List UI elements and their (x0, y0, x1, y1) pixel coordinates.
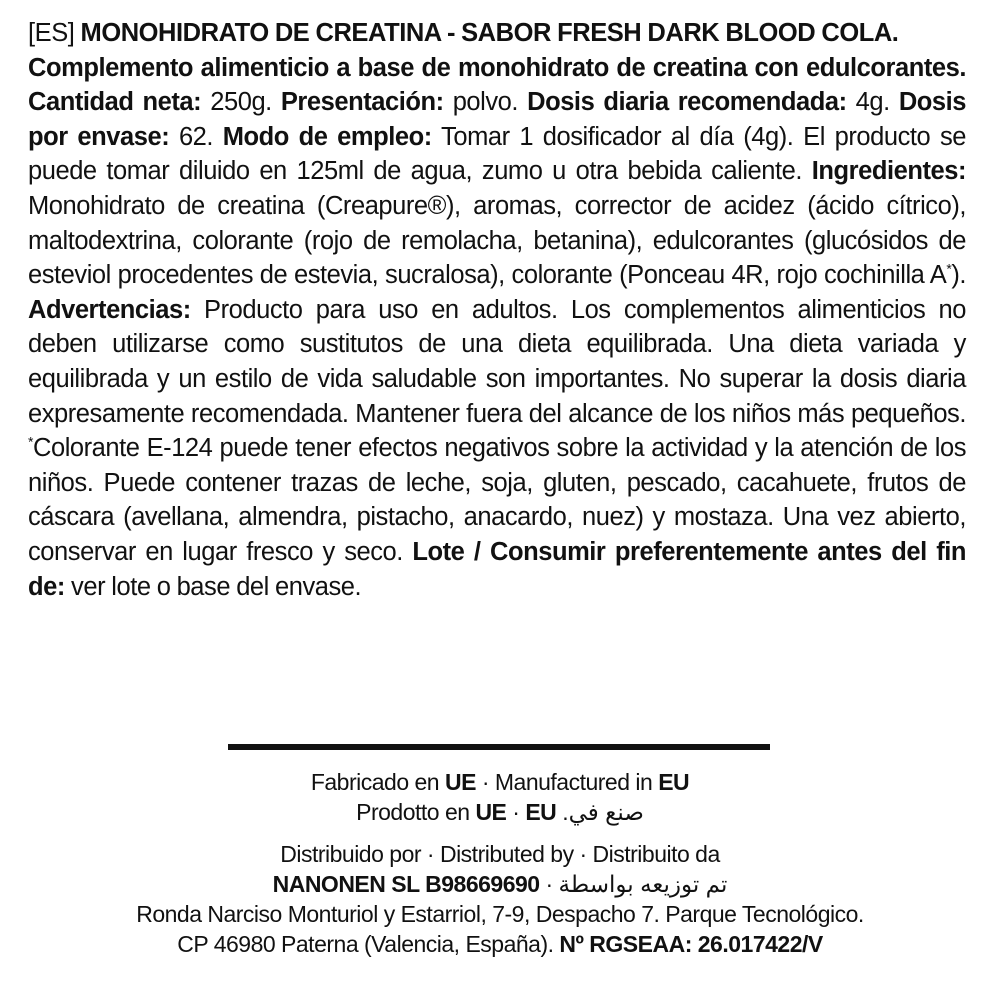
product-description: Complemento alimenticio a base de monohidrato de creatina con edulcorantes. (28, 53, 966, 82)
usage-text: Tomar 1 dosificador al día (4g). El producto se puede tomar diluido en 125ml de agua, zumo u otra bebida caliente. (28, 122, 966, 186)
daily-dose-label: Dosis diaria recomendada: (527, 88, 847, 117)
batch-text: ver lote o base del envase. (71, 572, 362, 601)
made-in-it: Prodotto en (356, 799, 470, 825)
distributed-arabic: تم توزيعه بواسطة (558, 871, 728, 897)
net-quantity-label: Cantidad neta: (28, 88, 202, 117)
label-body (28, 51, 966, 605)
made-in-ar-eu: EU (525, 799, 557, 825)
made-in-en-eu: EU (658, 769, 690, 795)
made-in-arabic: صنع في. (562, 799, 644, 825)
made-in-en: · Manufactured in (481, 769, 653, 795)
registry-number: Nº RGSEAA: 26.017422/V (559, 931, 823, 957)
presentation-label: Presentación: (280, 88, 444, 117)
ingredients-text: Monohidrato de creatina (Creapure®), aromas, corrector de acidez (ácido cítrico), maltodextrina, colorante (rojo de remolacha, betanina), edulcorantes (glucósidos de esteviol procedentes de estevia, sucralosa), colorante (Ponceau 4R, rojo cochinilla A (28, 191, 966, 290)
made-in-it-ue: UE (475, 799, 507, 825)
address-line-2 (0, 929, 1000, 959)
made-in-line-1 (0, 767, 1000, 797)
made-in-es: Fabricado en (310, 769, 440, 795)
distributed-by-line: Distribuido por · Distributed by · Distribuito da (280, 841, 720, 867)
company-line (0, 869, 1000, 899)
footer-gap (0, 827, 1000, 839)
address-postal: CP 46980 Paterna (Valencia, España). (177, 931, 554, 957)
product-title: MONOHIDRATO DE CREATINA - SABOR FRESH DARK BLOOD COLA. (80, 19, 899, 47)
daily-dose-value: 4g. (855, 88, 890, 117)
presentation-value: polvo. (452, 88, 519, 117)
company-separator: · (545, 871, 553, 897)
asterisk-mark: * (946, 260, 952, 277)
ingredients-label: Ingredientes: (811, 157, 966, 186)
batch-label: Lote / Consumir preferentemente antes del fin de: (28, 537, 966, 601)
address-line-1: Ronda Narciso Monturiol y Estarriol, 7-9, Despacho 7. Parque Tecnológico. (136, 901, 864, 927)
language-tag: [ES] (28, 19, 75, 47)
doses-per-pack-value: 62. (178, 122, 214, 151)
usage-label: Modo de empleo: (222, 122, 432, 151)
label-title-line (28, 16, 966, 51)
warnings-text: Producto para uso en adultos. Los complementos alimenticios no deben utilizarse como sustitutos de una dieta equilibrada. Una dieta variada y equilibrada y un estilo de vida saludable son importantes. No superar la dosis diaria expresamente recomendada. Mantener fuera del alcance de los niños más pequeños. (28, 295, 966, 428)
doses-per-pack-label: Dosis por envase: (28, 88, 967, 151)
made-in-line-2 (0, 797, 1000, 827)
colorant-warning-text: Colorante E-124 puede tener efectos negativos sobre la actividad y la atención de los niños. Puede contener trazas de leche, soja, gluten, pescado, cacahuete, frutos de cáscara (avellana, almendra, pistacho, anacardo, nuez) y mostaza. Una vez abierto, conservar en lugar fresco y seco. (28, 434, 966, 566)
company-name: NANONEN SL B98669690 (272, 871, 540, 897)
manufacturer-footer (0, 767, 1000, 959)
net-quantity-value: 250g. (210, 88, 272, 117)
asterisk-mark-2: * (28, 433, 33, 450)
warnings-label: Advertencias: (28, 295, 191, 324)
ingredients-text-end: ). (951, 261, 966, 290)
made-in-separator: · (512, 799, 520, 825)
divider-line (228, 744, 770, 750)
made-in-es-ue: UE (444, 769, 476, 795)
product-label-text (28, 16, 966, 604)
